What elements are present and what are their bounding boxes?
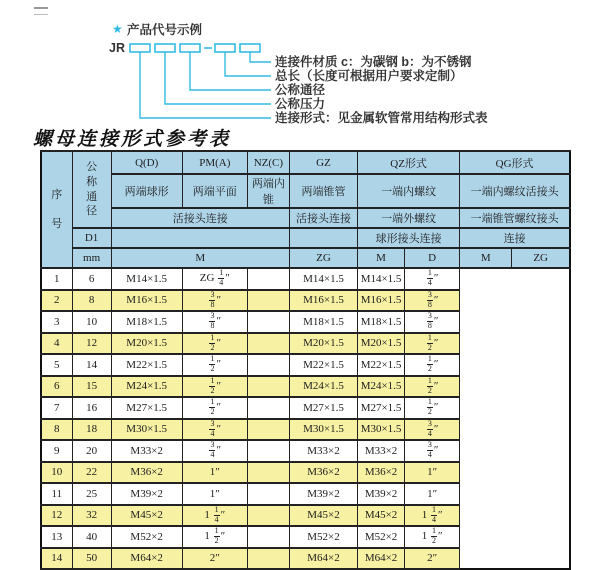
header-m-merged: M (111, 248, 289, 268)
cell-qz-d: M27×1.5 (289, 397, 357, 419)
cell-mm: 22 (72, 462, 111, 484)
cell-qg-m: M16×1.5 (358, 290, 405, 312)
table-title: 螺母连接形式参考表 (33, 129, 232, 150)
header-gz-connection: 活接头连接 (289, 208, 357, 228)
code-label-length: 总长（长度可根据用户要求定制） (275, 69, 463, 83)
cell-qg-m: M18×1.5 (358, 311, 405, 333)
header-qg-sub2: 一端锥管螺纹接头 (460, 208, 570, 228)
header-empty-1 (111, 228, 289, 248)
table-row (41, 505, 570, 527)
table-row (41, 354, 570, 376)
table-row (41, 440, 570, 462)
cell-qg-m: M24×1.5 (358, 376, 405, 398)
cell-qg-m: M30×1.5 (358, 419, 405, 441)
header-qz-sub: 一端内螺纹 (358, 174, 460, 208)
cell-mm: 8 (72, 290, 111, 312)
cell-no: 9 (41, 440, 72, 462)
cell-m: M20×1.5 (111, 333, 182, 355)
cell-m: M14×1.5 (111, 268, 182, 290)
cell-qg-m: M20×1.5 (358, 333, 405, 355)
table-row (41, 376, 570, 398)
diagram-title: 产品代号示例 (127, 23, 203, 37)
cell-qg-zg: 1 $\frac{1}{4}$ ″ (405, 505, 460, 527)
connector-line-4 (225, 52, 271, 76)
table-row (41, 483, 570, 505)
cell-no: 7 (41, 397, 72, 419)
connector-line-3 (190, 52, 271, 90)
cell-qg-zg: $\frac{1}{2}$ ″ (405, 397, 460, 419)
header-form-qg: QG形式 (460, 151, 570, 174)
cell-mm: 14 (72, 354, 111, 376)
cell-qz-m (247, 462, 289, 484)
cell-qg-m: M52×2 (358, 526, 405, 548)
table-row (41, 290, 570, 312)
header-d1: D1 (72, 228, 111, 248)
cell-qz-m (247, 440, 289, 462)
cell-gz-zg: 1″ (182, 462, 247, 484)
cell-qz-m (247, 290, 289, 312)
cell-gz-zg: $\frac{3}{8}$ ″ (182, 311, 247, 333)
cell-qg-zg: $\frac{1}{2}$ ″ (405, 376, 460, 398)
code-box-4 (215, 44, 235, 52)
nut-connection-table (40, 150, 571, 570)
cell-gz-zg: $\frac{3}{4}$ ″ (182, 440, 247, 462)
cell-m: M45×2 (111, 505, 182, 527)
code-label-diameter: 公称通径 (275, 83, 326, 97)
cell-qz-m (247, 311, 289, 333)
cell-qg-m: M33×2 (358, 440, 405, 462)
cell-gz-zg: ZG $\frac{1}{4}$ ″ (182, 268, 247, 290)
code-box-5 (240, 44, 260, 52)
table-row (41, 526, 570, 548)
cell-m: M22×1.5 (111, 354, 182, 376)
cell-no: 2 (41, 290, 72, 312)
cell-qg-zg: 1″ (405, 483, 460, 505)
cell-no: 10 (41, 462, 72, 484)
cell-qg-zg: $\frac{3}{8}$ ″ (405, 311, 460, 333)
cell-mm: 16 (72, 397, 111, 419)
product-code-diagram (0, 0, 600, 132)
header-qg-sub: 一端内螺纹活接头 (460, 174, 570, 208)
cell-no: 4 (41, 333, 72, 355)
cell-no: 8 (41, 419, 72, 441)
cell-qg-m: M14×1.5 (358, 268, 405, 290)
cell-qg-m: M39×2 (358, 483, 405, 505)
cell-gz-zg: $\frac{1}{2}$ ″ (182, 333, 247, 355)
cell-m: M33×2 (111, 440, 182, 462)
cell-no: 12 (41, 505, 72, 527)
cell-qz-m (247, 505, 289, 527)
cell-no: 3 (41, 311, 72, 333)
cell-m: M36×2 (111, 462, 182, 484)
code-box-2 (155, 44, 175, 52)
cell-qz-d: M33×2 (289, 440, 357, 462)
cell-qz-d: M30×1.5 (289, 419, 357, 441)
cell-qz-d: M16×1.5 (289, 290, 357, 312)
connector-line-5 (250, 52, 271, 62)
cell-mm: 50 (72, 548, 111, 570)
cell-qg-zg: $\frac{3}{8}$ ″ (405, 290, 460, 312)
table-row (41, 333, 570, 355)
header-q-sub: 两端球形 (111, 174, 182, 208)
cell-gz-zg: $\frac{1}{2}$ ″ (182, 376, 247, 398)
table-row (41, 462, 570, 484)
cell-qz-m (247, 419, 289, 441)
header-zg: ZG (289, 248, 357, 268)
cell-qg-m: M22×1.5 (358, 354, 405, 376)
cell-qg-zg: 1″ (405, 462, 460, 484)
cell-gz-zg: $\frac{1}{2}$ ″ (182, 354, 247, 376)
cell-qg-zg: $\frac{3}{4}$ ″ (405, 419, 460, 441)
cell-qz-d: M18×1.5 (289, 311, 357, 333)
header-gz-sub: 两端锥管 (289, 174, 357, 208)
table-header (41, 151, 570, 268)
cell-qz-m (247, 354, 289, 376)
cell-qz-m (247, 397, 289, 419)
cell-mm: 20 (72, 440, 111, 462)
cell-mm: 40 (72, 526, 111, 548)
cell-m: M27×1.5 (111, 397, 182, 419)
header-qz-sub2: 一端外螺纹 (358, 208, 460, 228)
cell-m: M64×2 (111, 548, 182, 570)
cell-qz-d: M64×2 (289, 548, 357, 570)
cell-qz-m (247, 548, 289, 570)
code-prefix: JR (109, 41, 125, 55)
header-form-qz: QZ形式 (358, 151, 460, 174)
header-form-pm: PM(A) (182, 151, 247, 174)
code-label-form: 连接形式：见金属软管常用结构形式表 (275, 111, 488, 125)
cell-gz-zg: $\frac{1}{2}$ ″ (182, 397, 247, 419)
cell-qz-d: M14×1.5 (289, 268, 357, 290)
cell-mm: 18 (72, 419, 111, 441)
cell-gz-zg: $\frac{3}{4}$ ″ (182, 419, 247, 441)
header-qg-zg: ZG (512, 248, 570, 268)
cell-qz-m (247, 376, 289, 398)
cell-m: M18×1.5 (111, 311, 182, 333)
cell-qz-d: M52×2 (289, 526, 357, 548)
cell-qg-m: M64×2 (358, 548, 405, 570)
cell-mm: 10 (72, 311, 111, 333)
cell-qg-zg: $\frac{3}{4}$ ″ (405, 440, 460, 462)
header-union-connection: 活接头连接 (111, 208, 289, 228)
header-qg-m: M (460, 248, 512, 268)
cell-m: M16×1.5 (111, 290, 182, 312)
table-row (41, 268, 570, 290)
cell-qz-m (247, 268, 289, 290)
cell-qz-d: M24×1.5 (289, 376, 357, 398)
table-row (41, 419, 570, 441)
header-qg-connection: 连接 (460, 228, 570, 248)
header-empty-2 (289, 228, 357, 248)
cell-m: M52×2 (111, 526, 182, 548)
cell-gz-zg: 1 $\frac{1}{2}$ ″ (182, 526, 247, 548)
cell-mm: 15 (72, 376, 111, 398)
cell-no: 5 (41, 354, 72, 376)
cell-qz-m (247, 483, 289, 505)
cell-mm: 32 (72, 505, 111, 527)
header-form-gz: GZ (289, 151, 357, 174)
code-label-pressure: 公称压力 (275, 97, 326, 111)
header-serial: 序号 (41, 151, 72, 268)
cell-qg-zg: 2″ (405, 548, 460, 570)
cell-qg-zg: 1 $\frac{1}{2}$ ″ (405, 526, 460, 548)
header-mm: mm (72, 248, 111, 268)
table-body (41, 268, 570, 569)
header-nz-sub: 两端内锥 (247, 174, 289, 208)
cell-no: 1 (41, 268, 72, 290)
table-row (41, 548, 570, 570)
cell-mm: 6 (72, 268, 111, 290)
cell-qg-m: M45×2 (358, 505, 405, 527)
header-diameter: 公称通径 (72, 151, 111, 228)
cell-qz-m (247, 333, 289, 355)
cell-qz-d: M20×1.5 (289, 333, 357, 355)
cell-m: M30×1.5 (111, 419, 182, 441)
code-box-1 (130, 44, 150, 52)
header-form-nz: NZ(C) (247, 151, 289, 174)
connector-line-2 (165, 52, 271, 104)
cell-no: 11 (41, 483, 72, 505)
star-icon: ★ (112, 22, 123, 36)
table-row (41, 397, 570, 419)
cell-qg-zg: $\frac{1}{4}$ ″ (405, 268, 460, 290)
cell-qg-m: M27×1.5 (358, 397, 405, 419)
cell-mm: 12 (72, 333, 111, 355)
cell-m: M24×1.5 (111, 376, 182, 398)
header-qz-m: M (358, 248, 405, 268)
header-form-q: Q(D) (111, 151, 182, 174)
cell-no: 14 (41, 548, 72, 570)
code-box-3 (180, 44, 200, 52)
cell-qg-zg: $\frac{1}{2}$ ″ (405, 354, 460, 376)
cell-qz-d: M39×2 (289, 483, 357, 505)
cell-gz-zg: 1 $\frac{1}{4}$ ″ (182, 505, 247, 527)
cell-qz-d: M45×2 (289, 505, 357, 527)
cell-qg-m: M36×2 (358, 462, 405, 484)
cell-qz-m (247, 526, 289, 548)
cell-gz-zg: $\frac{3}{8}$ ″ (182, 290, 247, 312)
cell-qz-d: M22×1.5 (289, 354, 357, 376)
cell-qg-zg: $\frac{1}{2}$ ″ (405, 333, 460, 355)
code-label-material: 连接件材质 c：为碳钢 b：为不锈钢 (275, 55, 472, 69)
header-qz-connection: 球形接头连接 (358, 228, 460, 248)
cell-gz-zg: 1″ (182, 483, 247, 505)
cell-no: 6 (41, 376, 72, 398)
table-row (41, 311, 570, 333)
cell-m: M39×2 (111, 483, 182, 505)
header-pm-sub: 两端平面 (182, 174, 247, 208)
cell-mm: 25 (72, 483, 111, 505)
cell-gz-zg: 2″ (182, 548, 247, 570)
cell-qz-d: M36×2 (289, 462, 357, 484)
cell-no: 13 (41, 526, 72, 548)
header-qz-d: D (405, 248, 460, 268)
